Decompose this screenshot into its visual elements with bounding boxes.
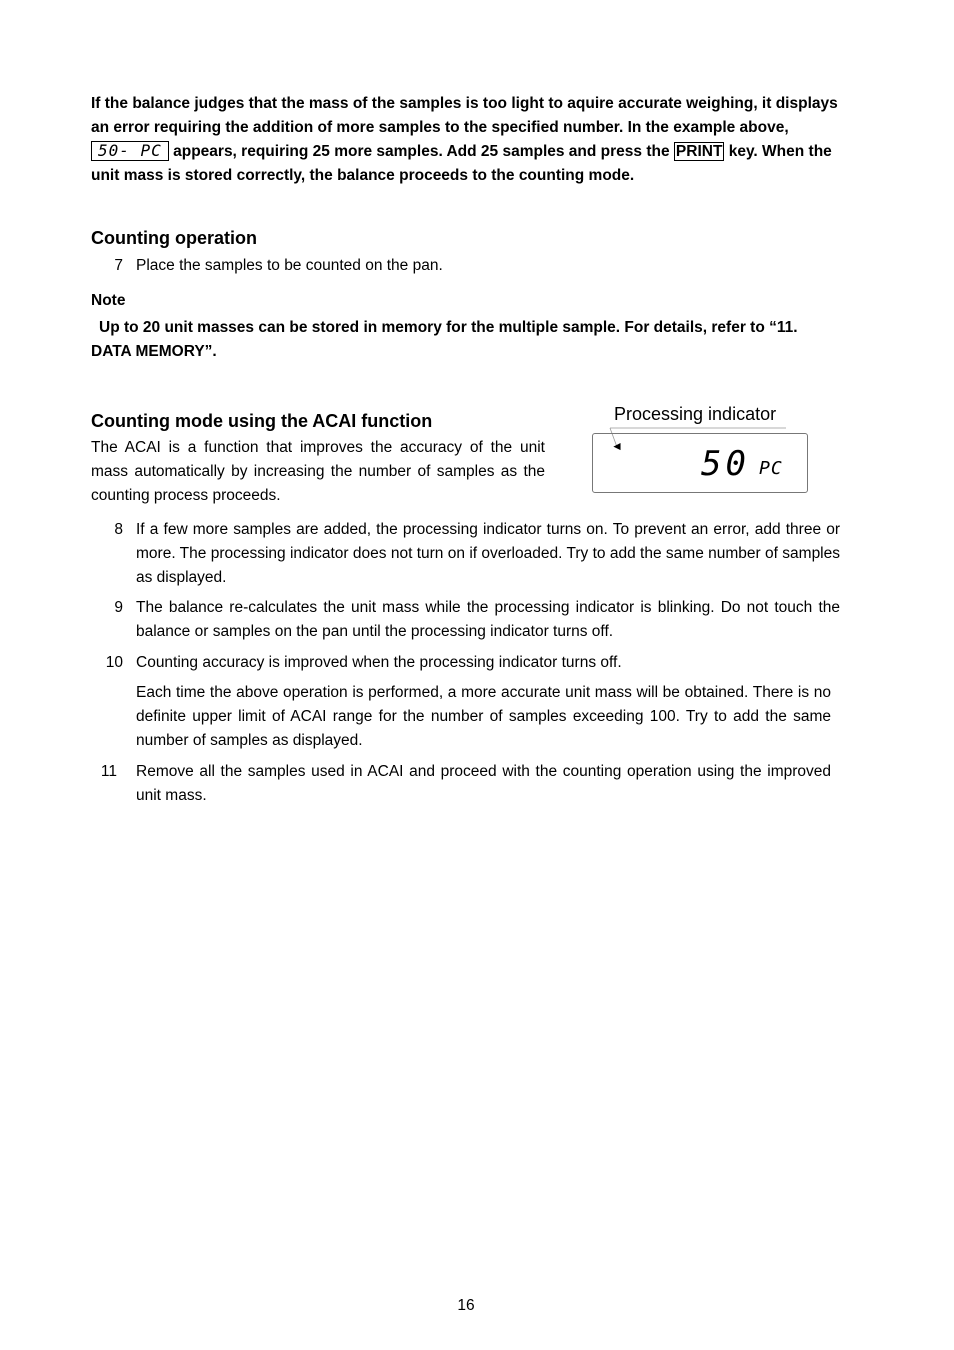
step-text: The balance re-calculates the unit mass while the processing indicator is blinking. Do not touch the balance or samples on the pan until the processing indicator turns off. [136, 599, 840, 640]
acai-heading: Counting mode using the ACAI function [91, 411, 433, 431]
display-unit: PC [759, 458, 783, 479]
intro-text-2: appears, requiring 25 more samples. Add 25 samples and press the [173, 143, 670, 160]
step-7-text: Place the samples to be counted on the pan. [136, 257, 443, 274]
note-heading: Note [91, 292, 126, 309]
processing-indicator-icon: ◄ [611, 439, 623, 453]
step-number: 11 [100, 763, 117, 780]
step-text: Remove all the samples used in ACAI and proceed with the counting operation using the improved unit mass. [136, 763, 831, 804]
balance-display-panel [592, 433, 808, 493]
step-number: 9 [114, 599, 123, 616]
step-number: 10 [105, 654, 123, 671]
intro-text-3: key. When the unit mass is stored correctly, the balance proceeds to the counting mode. [91, 143, 832, 184]
print-key-box: PRINT [675, 143, 723, 160]
intro-text-1: If the balance judges that the mass of the samples is too light to aquire accurate weighing, it displays an error requiring the addition of more samples to the specified number. In the example above, [91, 95, 838, 136]
step-7-number: 7 [114, 257, 123, 274]
error-display-box: 50- PC [91, 141, 169, 161]
step-text: If a few more samples are added, the processing indicator turns on. To prevent an error, add three or more. The processing indicator does not turn on if overloaded. Try to add the same number of samples as displayed. [136, 521, 840, 586]
page-number: 16 [457, 1297, 475, 1314]
processing-indicator-label: Processing indicator [614, 404, 777, 424]
step-text: Counting accuracy is improved when the processing indicator turns off. [136, 654, 622, 671]
processing-indicator-figure [590, 402, 810, 494]
step-text-continued: Each time the above operation is performed, a more accurate unit mass will be obtained. There is no definite upper limit of ACAI range for the number of samples exceeding 100. Try to add the same number of samples as displayed. [136, 684, 831, 749]
intro-paragraph [91, 92, 851, 188]
step-number: 8 [114, 521, 123, 538]
acai-description: The ACAI is a function that improves the accuracy of the unit mass automatically by increasing the number of samples as the counting process proceeds. [91, 439, 545, 504]
note-text: Up to 20 unit masses can be stored in memory for the multiple sample. For details, refer to “11. DATA MEMORY”. [91, 319, 798, 360]
counting-operation-heading: Counting operation [91, 228, 257, 248]
display-value: 50 [701, 444, 750, 484]
